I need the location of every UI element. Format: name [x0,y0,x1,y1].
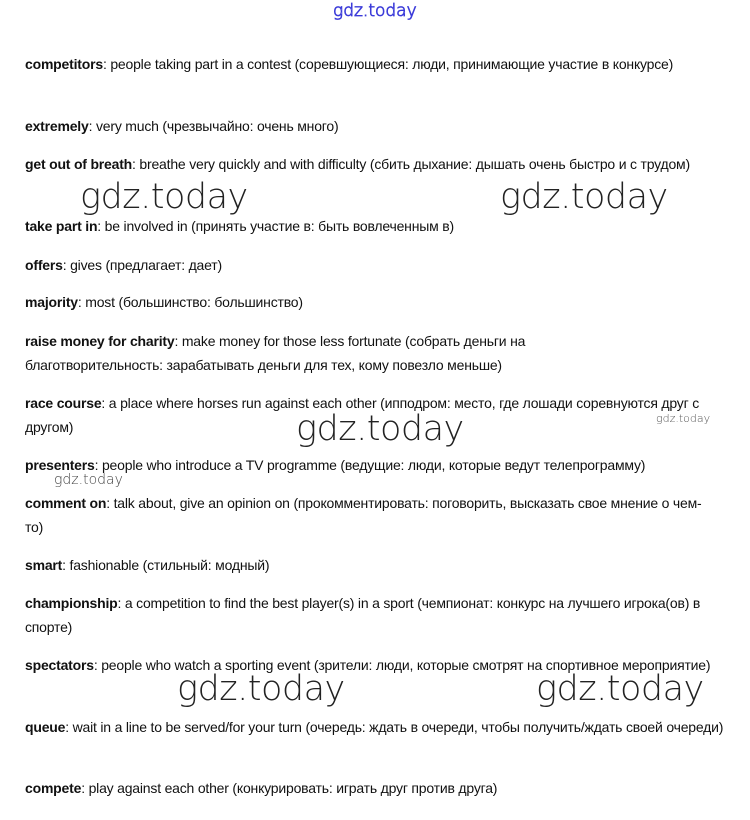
definition: : wait in a line to be served/for your turn (очередь: ждать в очереди, чтобы получить/ждать своей очереди) [65,719,724,735]
watermark: gdz.today [296,409,464,449]
term: championship [25,595,118,611]
definition: : breathe very quickly and with difficulty (сбить дыхание: дышать очень быстро и с трудом) [132,156,690,172]
glossary-entry [25,591,715,639]
term: smart [25,557,63,573]
term: offers [25,257,63,273]
glossary-entry [25,453,740,477]
definition: : fashionable (стильный: модный) [62,557,270,573]
glossary-entry [25,491,715,539]
watermark: gdz.today [536,669,704,709]
definition: : a place where horses run against each other (ипподром: место, где лошади соревнуются друг с другом) [25,395,699,435]
definition: : play against each other (конкурировать: играть друг против друга) [81,780,498,796]
definition: : people who introduce a TV programme (ведущие: люди, которые ведут телепрограмму) [94,457,646,473]
watermark: gdz.today [500,177,668,217]
watermark-header: gdz.today [333,1,417,21]
term: spectators [25,657,94,673]
term: take part in [25,218,98,234]
definition: : people who watch a sporting event (зрители: люди, которые смотрят на спортивное мероприятие) [93,657,711,673]
glossary-entry [25,290,730,314]
term: get out of breath [25,156,133,172]
term: majority [25,294,78,310]
definition: : make money for those less fortunate (собрать деньги на благотворительность: зарабатывать деньги для тех, кому повезло меньше) [25,333,526,373]
glossary-entry [25,253,730,277]
definition: : talk about, give an opinion on (прокомментировать: поговорить, высказать свое мнение о чем-то) [25,495,702,535]
glossary-entry [25,214,730,238]
term: extremely [25,118,89,134]
term: race course [25,395,102,411]
glossary-entry [25,553,730,577]
term: queue [25,719,66,735]
glossary-entry [25,776,730,800]
term: raise money for charity [25,333,175,349]
definition: : a competition to find the best player(s) in a sport (чемпионат: конкурс на лучшего игрока(ов) в спорте) [25,595,701,635]
definition: : gives (предлагает: дает) [62,257,222,273]
watermark: gdz.today [656,412,711,425]
glossary-entry [25,329,595,377]
term: presenters [25,457,95,473]
term: compete [25,780,82,796]
term: competitors [25,56,103,72]
term: comment on [25,495,107,511]
glossary-entry [25,715,730,739]
glossary-entry [25,52,730,76]
glossary-entry [25,152,730,176]
watermark: gdz.today [54,472,123,488]
watermark: gdz.today [177,669,345,709]
definition: : most (большинство: большинство) [77,294,303,310]
definition: : very much (чрезвычайно: очень много) [88,118,339,134]
definition: : be involved in (принять участие в: быть вовлеченным в) [97,218,454,234]
watermark: gdz.today [80,177,248,217]
glossary-entry [25,114,730,138]
definition: : people taking part in a contest (соревшующиеся: люди, принимающие участие в конкурсе) [102,56,674,72]
